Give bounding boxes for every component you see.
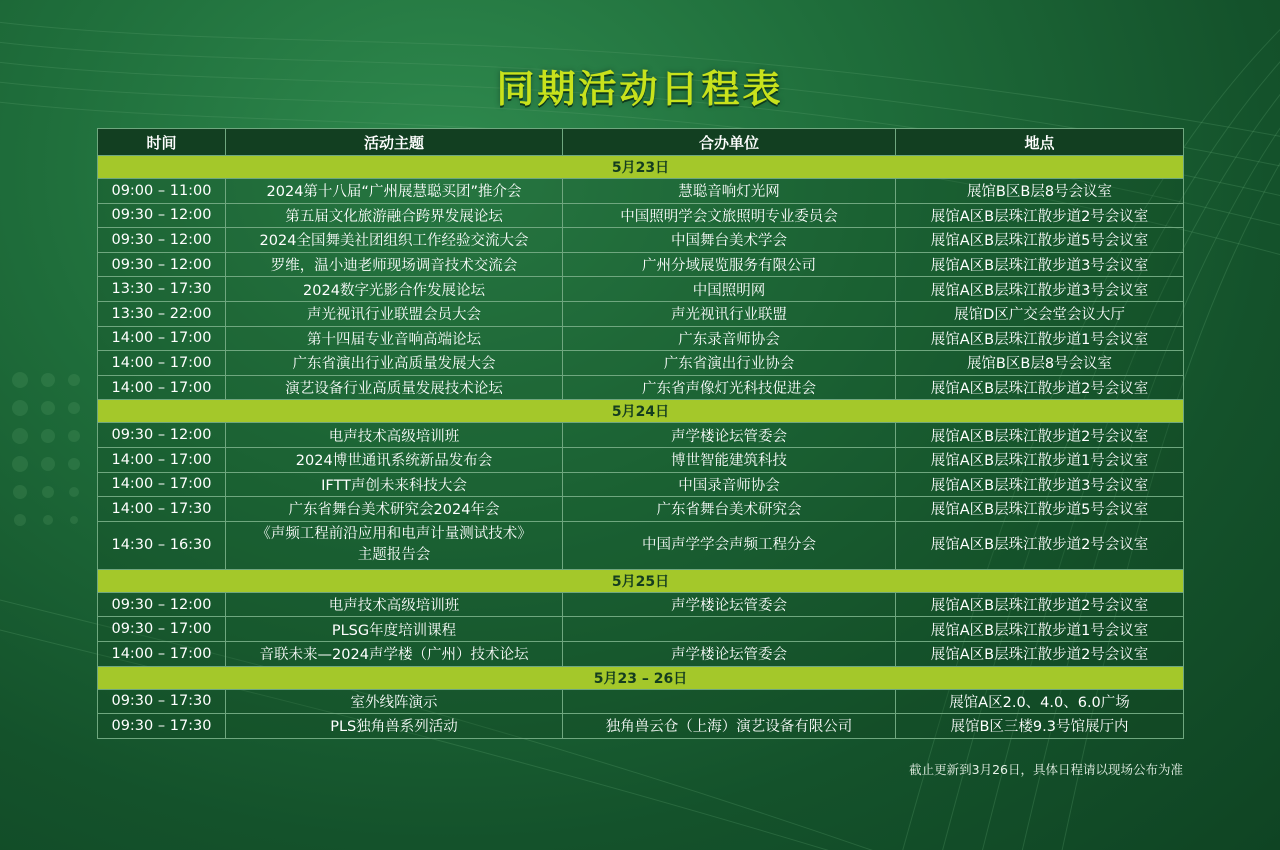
date-row [98,156,1184,179]
table-row [98,689,1184,714]
organizer-cell: 声学楼论坛管委会 [563,592,896,617]
venue-cell: 展馆A区B层珠江散步道1号会议室 [896,617,1184,642]
venue-cell: 展馆A区B层珠江散步道5号会议室 [896,228,1184,253]
venue-cell: 展馆A区B层珠江散步道3号会议室 [896,252,1184,277]
organizer-cell: 中国声学学会声频工程分会 [563,521,896,569]
topic-line: 《声频工程前沿应用和电声计量测试技术》 [256,526,532,543]
organizer-cell: 广东录音师协会 [563,326,896,351]
topic-cell: 电声技术高级培训班 [226,592,563,617]
topic-cell: 2024数字光影合作发展论坛 [226,277,563,302]
time-cell: 09:30 – 17:30 [98,714,226,739]
organizer-cell [563,689,896,714]
organizer-cell: 声光视讯行业联盟 [563,301,896,326]
table-row [98,472,1184,497]
topic-cell: 演艺设备行业高质量发展技术论坛 [226,375,563,400]
organizer-cell: 声学楼论坛管委会 [563,423,896,448]
table-row [98,423,1184,448]
table-row [98,326,1184,351]
date-label: 5月23日 [98,156,1184,179]
topic-cell: 2024第十八届“广州展慧聪买团”推介会 [226,179,563,204]
table-row [98,203,1184,228]
time-cell: 09:00 – 11:00 [98,179,226,204]
topic-cell: 广东省演出行业高质量发展大会 [226,351,563,376]
venue-cell: 展馆A区2.0、4.0、6.0广场 [896,689,1184,714]
time-cell: 09:30 – 12:00 [98,228,226,253]
venue-cell: 展馆A区B层珠江散步道1号会议室 [896,447,1184,472]
table-row [98,521,1184,569]
topic-cell: PLS独角兽系列活动 [226,714,563,739]
venue-cell: 展馆B区三楼9.3号馆展厅内 [896,714,1184,739]
date-label: 5月25日 [98,569,1184,592]
table-row [98,277,1184,302]
table-row [98,617,1184,642]
time-cell: 14:00 – 17:30 [98,497,226,522]
topic-cell: 音联未来—2024声学楼（广州）技术论坛 [226,641,563,666]
time-cell: 14:00 – 17:00 [98,472,226,497]
time-cell: 13:30 – 22:00 [98,301,226,326]
table-row [98,252,1184,277]
update-footnote: 截止更新到3月26日，具体日程请以现场公布为准 [909,762,1183,777]
table-row [98,351,1184,376]
topic-cell: PLSG年度培训课程 [226,617,563,642]
venue-cell: 展馆A区B层珠江散步道2号会议室 [896,592,1184,617]
table-row [98,228,1184,253]
date-row [98,569,1184,592]
organizer-cell: 中国录音师协会 [563,472,896,497]
time-cell: 14:00 – 17:00 [98,641,226,666]
topic-cell: 罗维，温小迪老师现场调音技术交流会 [226,252,563,277]
header-row [98,129,1184,156]
time-cell: 09:30 – 17:30 [98,689,226,714]
organizer-cell: 广东省舞台美术研究会 [563,497,896,522]
time-cell: 09:30 – 12:00 [98,592,226,617]
venue-cell: 展馆B区B层8号会议室 [896,351,1184,376]
organizer-cell: 博世智能建筑科技 [563,447,896,472]
venue-cell: 展馆A区B层珠江散步道2号会议室 [896,641,1184,666]
table-row [98,592,1184,617]
topic-cell: 电声技术高级培训班 [226,423,563,448]
organizer-cell: 声学楼论坛管委会 [563,641,896,666]
organizer-cell: 独角兽云仓（上海）演艺设备有限公司 [563,714,896,739]
date-label: 5月23 – 26日 [98,666,1184,689]
topic-cell: IFTT声创未来科技大会 [226,472,563,497]
venue-cell: 展馆A区B层珠江散步道3号会议室 [896,472,1184,497]
topic-cell: 2024博世通讯系统新品发布会 [226,447,563,472]
time-cell: 14:00 – 17:00 [98,351,226,376]
table-row [98,497,1184,522]
time-cell: 13:30 – 17:30 [98,277,226,302]
table-row [98,179,1184,204]
topic-cell: 第十四届专业音响高端论坛 [226,326,563,351]
table-row [98,375,1184,400]
time-cell: 09:30 – 12:00 [98,423,226,448]
venue-cell: 展馆A区B层珠江散步道5号会议室 [896,497,1184,522]
organizer-cell: 中国照明网 [563,277,896,302]
organizer-cell: 广州分域展览服务有限公司 [563,252,896,277]
venue-cell: 展馆A区B层珠江散步道3号会议室 [896,277,1184,302]
time-cell: 09:30 – 12:00 [98,203,226,228]
header-venue: 地点 [896,129,1184,156]
venue-cell: 展馆B区B层8号会议室 [896,179,1184,204]
time-cell: 09:30 – 17:00 [98,617,226,642]
venue-cell: 展馆A区B层珠江散步道2号会议室 [896,521,1184,569]
organizer-cell: 中国舞台美术学会 [563,228,896,253]
date-row [98,666,1184,689]
topic-cell: 广东省舞台美术研究会2024年会 [226,497,563,522]
topic-cell: 2024全国舞美社团组织工作经验交流大会 [226,228,563,253]
venue-cell: 展馆A区B层珠江散步道2号会议室 [896,423,1184,448]
topic-cell: 室外线阵演示 [226,689,563,714]
time-cell: 09:30 – 12:00 [98,252,226,277]
table-row [98,641,1184,666]
date-label: 5月24日 [98,400,1184,423]
topic-line: 主题报告会 [357,547,431,564]
time-cell: 14:30 – 16:30 [98,521,226,569]
table-row [98,301,1184,326]
page-title: 同期活动日程表 [496,67,784,111]
time-cell: 14:00 – 17:00 [98,375,226,400]
header-topic: 活动主题 [226,129,563,156]
venue-cell: 展馆D区广交会堂会议大厅 [896,301,1184,326]
venue-cell: 展馆A区B层珠江散步道2号会议室 [896,375,1184,400]
schedule-table [97,128,1184,739]
topic-cell: 第五届文化旅游融合跨界发展论坛 [226,203,563,228]
topic-cell: 声光视讯行业联盟会员大会 [226,301,563,326]
table-row [98,447,1184,472]
organizer-cell: 慧聪音响灯光网 [563,179,896,204]
organizer-cell: 中国照明学会文旅照明专业委员会 [563,203,896,228]
organizer-cell: 广东省演出行业协会 [563,351,896,376]
time-cell: 14:00 – 17:00 [98,447,226,472]
table-row [98,714,1184,739]
organizer-cell [563,617,896,642]
organizer-cell: 广东省声像灯光科技促进会 [563,375,896,400]
topic-cell [226,521,563,569]
venue-cell: 展馆A区B层珠江散步道2号会议室 [896,203,1184,228]
venue-cell: 展馆A区B层珠江散步道1号会议室 [896,326,1184,351]
time-cell: 14:00 – 17:00 [98,326,226,351]
date-row [98,400,1184,423]
header-time: 时间 [98,129,226,156]
header-organizer: 合办单位 [563,129,896,156]
